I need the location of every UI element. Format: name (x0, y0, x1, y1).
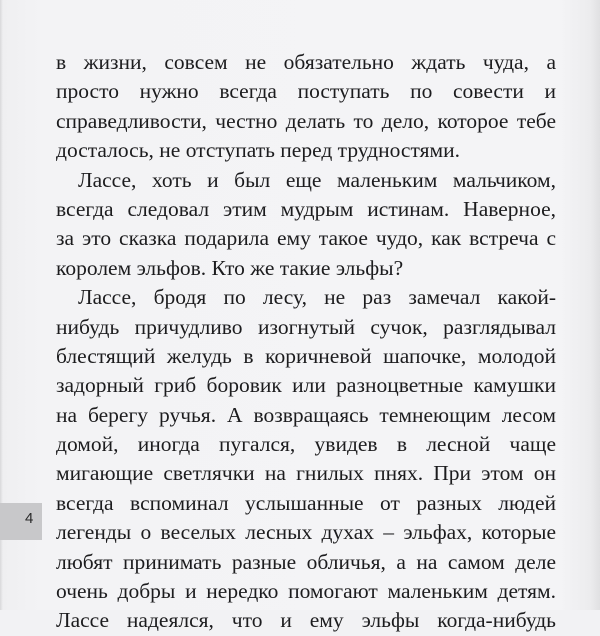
text-line: справедливости, честно делать то дело, которое тебе (56, 108, 556, 133)
text-line: домой, иногда пугался, увидев в лесной чаще (56, 432, 556, 457)
text-line: на берегу ручья. А возвращаясь темнеющим лесом (56, 402, 556, 427)
text-line: блестящий желудь в коричневой шапочке, молодой (56, 343, 556, 368)
paragraph-first-line: Лассе, бродя по лесу, не раз замечал какой- (78, 285, 556, 310)
text-line: задорный гриб боровик или разноцветные камушки (56, 373, 556, 398)
text-line: мигающие светлячки на гнилых пнях. При этом он (56, 461, 556, 486)
text-line: нибудь причудливо изогнутый сучок, разглядывал (56, 314, 556, 339)
page-number-tab (0, 503, 42, 540)
text-line: досталось, не отступать перед трудностями. (56, 138, 460, 163)
paragraph-first-line: Лассе, хоть и был еще маленьким мальчиком, (78, 167, 556, 192)
body-text (56, 48, 556, 636)
text-line: просто нужно всегда поступать по совести и (56, 79, 556, 104)
text-line: за это сказка подарила ему такое чудо, как встреча с (56, 226, 556, 251)
text-line: Лассе надеялся, что и ему эльфы когда-нибудь (56, 608, 556, 633)
text-line: королем эльфов. Кто же такие эльфы? (56, 255, 404, 280)
page-number: 4 (25, 510, 34, 527)
text-line: всегда вспоминал услышанные от разных людей (56, 490, 556, 515)
text-line: любят принимать разные обличья, а на самом деле (56, 549, 556, 574)
text-line: очень добры и нередко помогают маленьким детям. (56, 579, 556, 604)
text-line: легенды о веселых лесных духах – эльфах, которые (56, 520, 556, 545)
text-line: всегда следовал этим мудрым истинам. Наверное, (56, 196, 556, 221)
text-line: в жизни, совсем не обязательно ждать чуда, а (56, 50, 556, 74)
